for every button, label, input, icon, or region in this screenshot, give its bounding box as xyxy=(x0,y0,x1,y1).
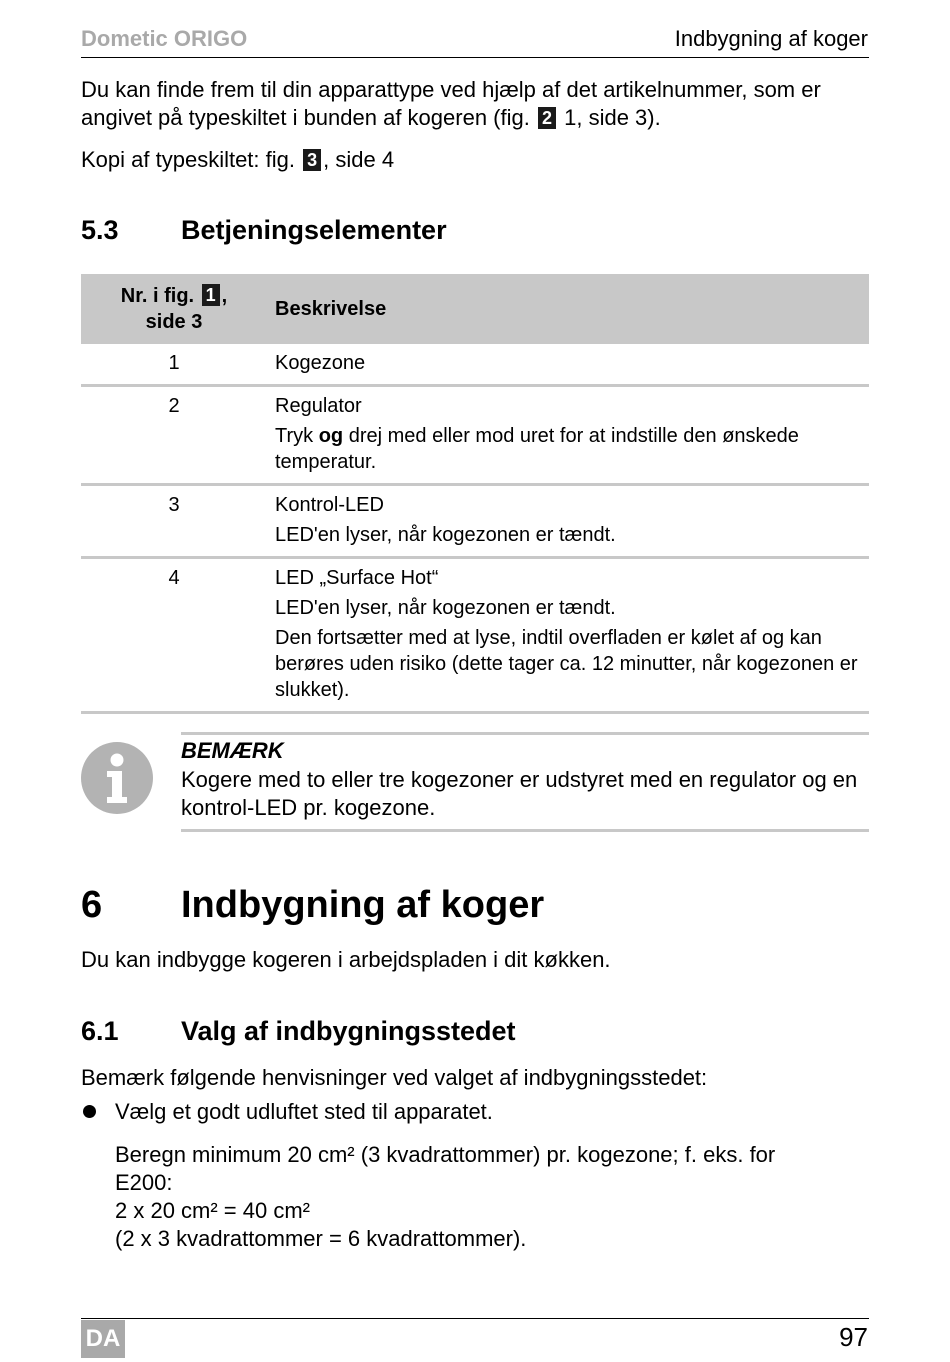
nameplate-copy-tail: , side 4 xyxy=(323,147,395,172)
intro-line-2-tail: 1, side 3). xyxy=(564,105,661,130)
chapter-intro: Du kan indbygge kogeren i arbejdspladen i dit køkken. xyxy=(81,947,611,972)
column-header-description: Beskrivelse xyxy=(267,274,869,344)
intro-line-1: Du kan finde frem til din apparattype ved hjælp af det artikelnummer, som er xyxy=(81,77,821,102)
section-title: Betjeningselementer xyxy=(181,215,447,245)
calculation-block xyxy=(115,1141,855,1253)
calculation-line: (2 x 3 kvadrattommer = 6 kvadrattommer). xyxy=(115,1226,527,1251)
chapter-number: 6 xyxy=(81,884,103,926)
row-description: Kontrol-LED LED'en lyser, når kogezonen er tændt. xyxy=(267,485,869,558)
note-text: Kogere med to eller tre kogezoner er udstyret med en regulator og en kontrol-LED pr. kogezone. xyxy=(181,767,858,820)
info-icon xyxy=(81,742,153,814)
bullet-text: Vælg et godt udluftet sted til apparatet. xyxy=(115,1099,493,1124)
row-number: 2 xyxy=(81,386,267,485)
row-number: 3 xyxy=(81,485,267,558)
section-title: Valg af indbygningsstedet xyxy=(181,1016,516,1046)
header-rule xyxy=(81,57,869,58)
calculation-line: Beregn minimum 20 cm² (3 kvadrattommer) pr. kogezone; f. eks. for xyxy=(115,1142,776,1167)
row-number: 1 xyxy=(81,344,267,386)
running-header-title: Indbygning af koger xyxy=(674,26,868,51)
row-description: Regulator Tryk og drej med eller mod uret for at indstille den ønskede temperatur. xyxy=(267,386,869,485)
table-row xyxy=(81,485,869,558)
chapter-title: Indbygning af koger xyxy=(181,884,545,926)
figure-ref-badge: 2 xyxy=(538,107,556,129)
column-header-number: Nr. i fig. 1 , side 3 xyxy=(81,274,267,344)
section-number: 5.3 xyxy=(81,215,119,245)
section-intro: Bemærk følgende henvisninger ved valget af indbygningsstedet: xyxy=(81,1065,708,1090)
figure-ref-badge: 1 xyxy=(202,284,220,306)
note-bottom-rule xyxy=(181,829,869,832)
note-title: BEMÆRK xyxy=(181,738,284,763)
table-row xyxy=(81,386,869,485)
intro-line-2 xyxy=(81,104,881,132)
row-description: Kogezone xyxy=(267,344,869,386)
table-header-row xyxy=(81,274,869,344)
page-number: 97 xyxy=(839,1322,868,1352)
intro-line-2-text: angivet på typeskiltet i bunden af kogeren (fig. xyxy=(81,105,530,130)
controls-table xyxy=(81,274,869,714)
calculation-line: 2 x 20 cm² = 40 cm² xyxy=(115,1198,311,1223)
nameplate-copy-line xyxy=(81,146,394,174)
section-number: 6.1 xyxy=(81,1016,119,1046)
note-top-rule xyxy=(181,732,869,735)
table-row xyxy=(81,344,869,386)
row-description: LED „Surface Hot“ LED'en lyser, når kogezonen er tændt. Den fortsætter med at lyse, indtil overfladen er kølet af og kan berøres uden risiko (dette tager ca. 12 minutter, når kogezonen er slukket). xyxy=(267,558,869,713)
intro-paragraph xyxy=(81,76,881,132)
language-badge: DA xyxy=(81,1320,125,1358)
brand-name: Dometic ORIGO xyxy=(81,26,248,51)
bullet-dot xyxy=(83,1105,96,1118)
footer-rule xyxy=(81,1318,869,1319)
calculation-line: E200: xyxy=(115,1170,173,1195)
table-row xyxy=(81,558,869,713)
row-number: 4 xyxy=(81,558,267,713)
nameplate-copy-text: Kopi af typeskiltet: fig. xyxy=(81,147,295,172)
figure-ref-badge: 3 xyxy=(303,149,321,171)
